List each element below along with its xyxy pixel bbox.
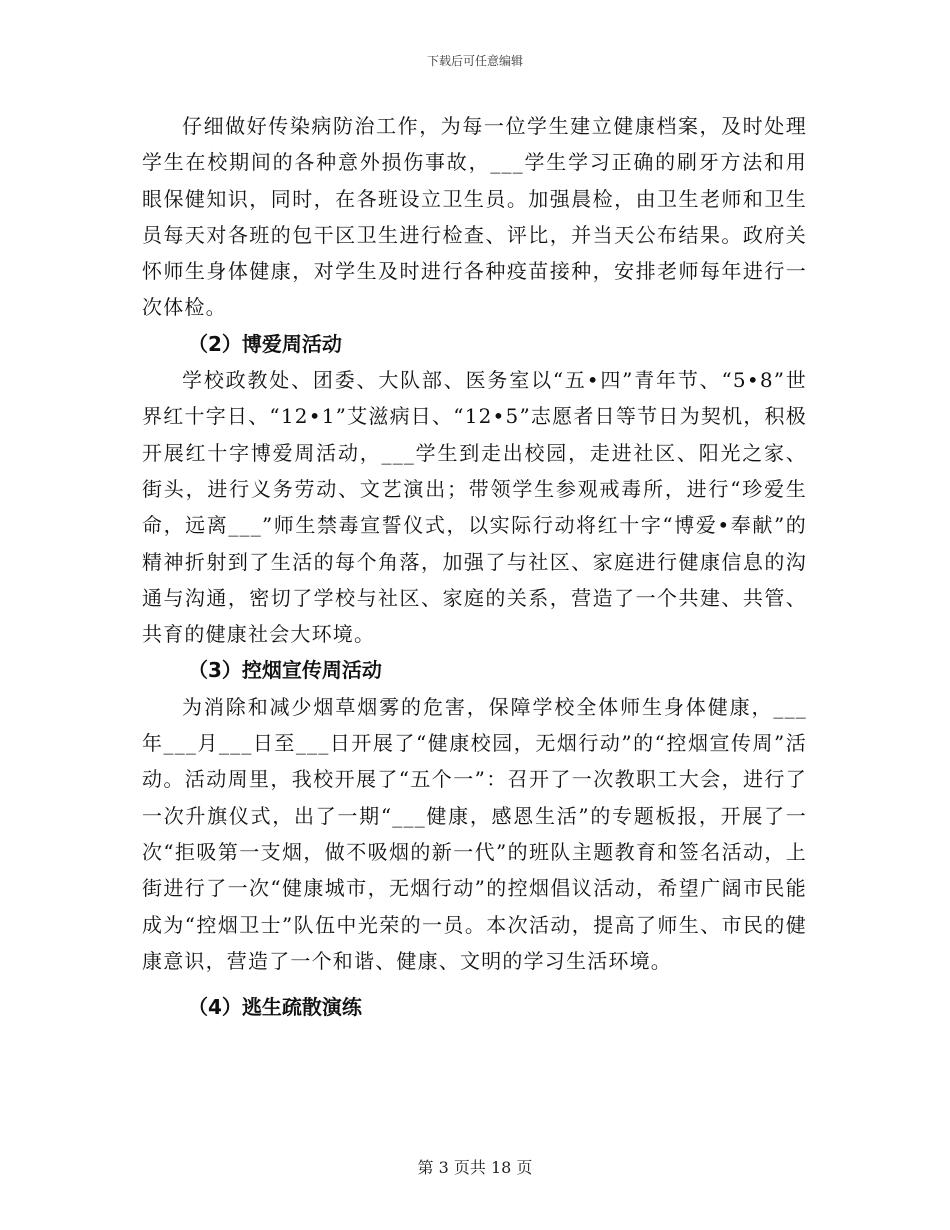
section-heading-tobacco-control-week: （3）控烟宣传周活动 [188,658,382,683]
document-body [142,108,807,1025]
section-heading-evacuation-drill: （4）逃生疏散演练 [188,995,362,1020]
paragraph-health-management: 仔细做好传染病防治工作，为每一位学生建立健康档案，及时处理学生在校期间的各种意外损伤事故，___学生学习正确的刷牙方法和用眼保健知识，同时，在各班设立卫生员。加强晨检，由卫生老师和卫生员每天对各班的包干区卫生进行检查、评比，并当天公布结果。政府关怀师生身体健康，对学生及时进行各种疫苗接种，安排老师每年进行一次体检。 [142,114,807,320]
page-footer: 第 3 页共 18 页 [417,1158,533,1177]
paragraph-tobacco-control-week: 为消除和减少烟草烟雾的危害，保障学校全体师生身体健康，___年___月___日至___日开展了“健康校园，无烟行动”的“控烟宣传周”活动。活动周里，我校开展了“五个一”：召开了一次教职工大会，进行了一次升旗仪式，出了一期“___健康，感恩生活”的专题板报，开展了一次“拒吸第一支烟，做不吸烟的新一代”的班队主题教育和签名活动，上街进行了一次“健康城市，无烟行动”的控烟倡议活动，希望广阔市民能成为“控烟卫士”队伍中光荣的一员。本次活动，提高了师生、市民的健康意识，营造了一个和谐、健康、文明的学习生活环境。 [142,694,807,973]
section-gap [142,979,807,989]
page-header: 下载后可任意编辑 [426,54,523,68]
section-heading-charity-week: （2）博爱周活动 [188,331,342,356]
paragraph-charity-week: 学校政教处、团委、大队部、医务室以“五•四”青年节、“5•8”世界红十字日、“12•1”艾滋病日、“12•5”志愿者日等节日为契机，积极开展红十字博爱周活动，___学生到走出校园，走进社区、阳光之家、街头，进行义务劳动、文艺演出；带领学生参观戒毒所，进行“珍爱生命，远离___”师生禁毒宣誓仪式，以实际行动将红十字“博爱•奉献”的精神折射到了生活的每个角落，加强了与社区、家庭进行健康信息的沟通与沟通，密切了学校与社区、家庭的关系，营造了一个共建、共管、共育的健康社会大环境。 [142,368,807,647]
